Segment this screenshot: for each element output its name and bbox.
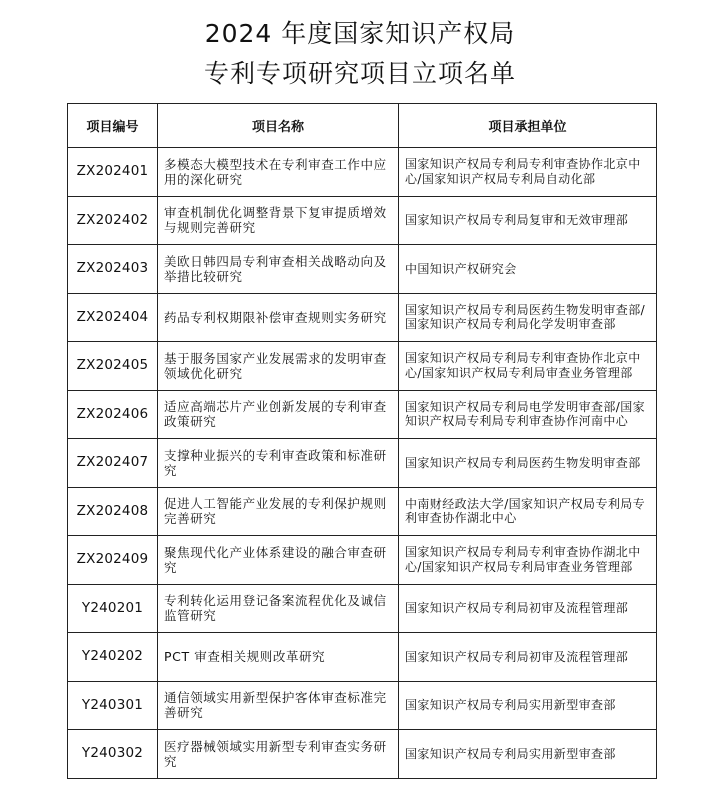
project-code: ZX202403 (68, 245, 158, 294)
table-row (68, 584, 657, 633)
project-unit: 国家知识产权局专利局电学发明审查部/国家知识产权局专利局专利审查协作河南中心 (399, 390, 657, 439)
table-row (68, 633, 657, 682)
title-line-2: 专利专项研究项目立项名单 (203, 59, 516, 88)
table-row (68, 196, 657, 245)
table-row (68, 245, 657, 294)
document-title (0, 14, 720, 94)
title-line-1: 2024 年度国家知识产权局 (204, 19, 516, 48)
project-unit: 国家知识产权局专利局专利审查协作北京中心/国家知识产权局专利局自动化部 (399, 148, 657, 197)
project-unit: 国家知识产权局专利局实用新型审查部 (399, 730, 657, 779)
project-name: 医疗器械领域实用新型专利审查实务研究 (158, 730, 399, 779)
table-header-row (68, 104, 657, 148)
table-row (68, 730, 657, 779)
project-code: ZX202409 (68, 536, 158, 585)
project-unit: 国家知识产权局专利局专利审查协作北京中心/国家知识产权局专利局审查业务管理部 (399, 342, 657, 391)
project-unit: 国家知识产权局专利局初审及流程管理部 (399, 584, 657, 633)
project-name: 专利转化运用登记备案流程优化及诚信监管研究 (158, 584, 399, 633)
project-code: Y240202 (68, 633, 158, 682)
project-unit: 国家知识产权局专利局初审及流程管理部 (399, 633, 657, 682)
project-name: 促进人工智能产业发展的专利保护规则完善研究 (158, 487, 399, 536)
project-list-table-wrapper (67, 103, 656, 779)
project-code: ZX202405 (68, 342, 158, 391)
table-row (68, 439, 657, 488)
project-code: ZX202408 (68, 487, 158, 536)
table-row (68, 342, 657, 391)
project-code: Y240201 (68, 584, 158, 633)
table-row (68, 681, 657, 730)
table-row (68, 148, 657, 197)
project-name: 聚焦现代化产业体系建设的融合审查研究 (158, 536, 399, 585)
project-name: PCT 审查相关规则改革研究 (158, 633, 399, 682)
project-name: 基于服务国家产业发展需求的发明审查领域优化研究 (158, 342, 399, 391)
header-project-name: 项目名称 (158, 104, 399, 148)
project-code: Y240302 (68, 730, 158, 779)
project-name: 支撑种业振兴的专利审查政策和标准研究 (158, 439, 399, 488)
project-code: ZX202404 (68, 293, 158, 342)
project-list-table (67, 103, 657, 779)
table-row (68, 390, 657, 439)
project-unit: 中国知识产权研究会 (399, 245, 657, 294)
table-row (68, 293, 657, 342)
project-code: ZX202401 (68, 148, 158, 197)
project-unit: 国家知识产权局专利局复审和无效审理部 (399, 196, 657, 245)
project-unit: 中南财经政法大学/国家知识产权局专利局专利审查协作湖北中心 (399, 487, 657, 536)
project-unit: 国家知识产权局专利局医药生物发明审查部 (399, 439, 657, 488)
project-name: 适应高端芯片产业创新发展的专利审查政策研究 (158, 390, 399, 439)
table-row (68, 536, 657, 585)
project-name: 美欧日韩四局专利审查相关战略动向及举措比较研究 (158, 245, 399, 294)
project-code: ZX202407 (68, 439, 158, 488)
table-row (68, 487, 657, 536)
project-code: ZX202406 (68, 390, 158, 439)
header-project-unit: 项目承担单位 (399, 104, 657, 148)
project-unit: 国家知识产权局专利局实用新型审查部 (399, 681, 657, 730)
header-project-code: 项目编号 (68, 104, 158, 148)
project-code: Y240301 (68, 681, 158, 730)
project-unit: 国家知识产权局专利局专利审查协作湖北中心/国家知识产权局专利局审查业务管理部 (399, 536, 657, 585)
project-name: 药品专利权期限补偿审查规则实务研究 (158, 293, 399, 342)
project-name: 通信领域实用新型保护客体审查标准完善研究 (158, 681, 399, 730)
project-name: 审查机制优化调整背景下复审提质增效与规则完善研究 (158, 196, 399, 245)
project-name: 多模态大模型技术在专利审查工作中应用的深化研究 (158, 148, 399, 197)
project-code: ZX202402 (68, 196, 158, 245)
project-unit: 国家知识产权局专利局医药生物发明审查部/国家知识产权局专利局化学发明审查部 (399, 293, 657, 342)
